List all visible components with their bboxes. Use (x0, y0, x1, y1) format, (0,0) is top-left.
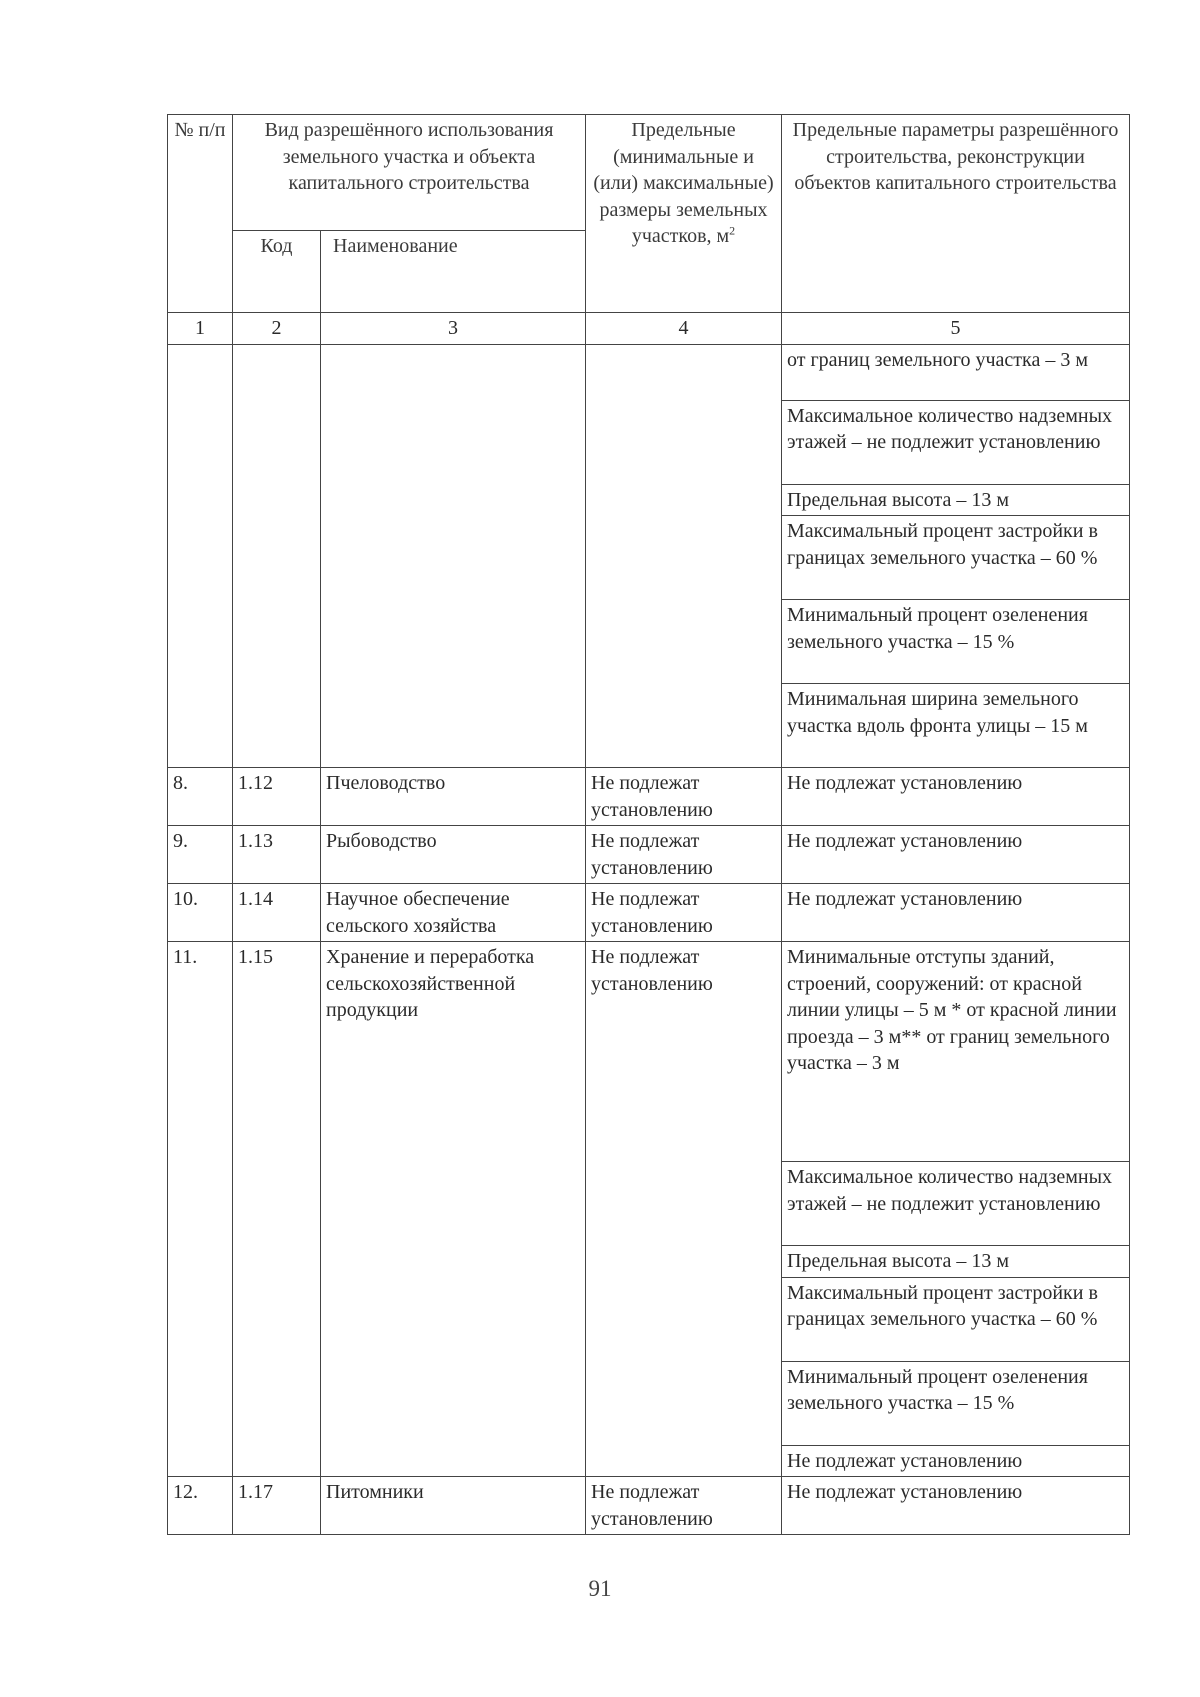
header-kod: Код (233, 231, 321, 313)
param-cell: Минимальная ширина земельного участка вдоль фронта улицы – 15 м (782, 684, 1130, 768)
col-number: 5 (782, 313, 1130, 345)
table-row (168, 768, 1130, 826)
page-number: 91 (588, 1576, 612, 1601)
row-name: Хранение и переработка сельскохозяйственной продукции (321, 942, 586, 1477)
col-number: 3 (321, 313, 586, 345)
row-num: 9. (168, 826, 233, 884)
table-row (168, 884, 1130, 942)
row-param: Не подлежат установлению (782, 768, 1130, 826)
row-name: Питомники (321, 1477, 586, 1535)
row-param: Не подлежат установлению (782, 826, 1130, 884)
row-num: 10. (168, 884, 233, 942)
row-name: Научное обеспечение сельского хозяйства (321, 884, 586, 942)
param-cell: от границ земельного участка – 3 м (782, 344, 1130, 400)
table-cell (321, 344, 586, 768)
param-cell: Максимальный процент застройки в границах земельного участка – 60 % (782, 1277, 1130, 1361)
row-code: 1.14 (233, 884, 321, 942)
row-size: Не подлежат установлению (586, 942, 782, 1477)
header-num: № п/п (168, 115, 233, 313)
table-row (168, 942, 1130, 1162)
col-number: 2 (233, 313, 321, 345)
row-code: 1.12 (233, 768, 321, 826)
param-cell: Максимальное количество надземных этажей – не подлежит установлению (782, 1162, 1130, 1246)
param-cell: Минимальный процент озеленения земельного участка – 15 % (782, 1361, 1130, 1445)
row-num: 8. (168, 768, 233, 826)
header-vid: Вид разрешённого использования земельного участка и объекта капитального строительства (233, 115, 586, 231)
param-cell: Предельная высота – 13 м (782, 1246, 1130, 1278)
header-razmery: Предельные (минимальные и (или) максимальные) размеры земельных участков, $м^2$ (586, 115, 782, 313)
param-cell: Минимальный процент озеленения земельного участка – 15 % (782, 600, 1130, 684)
table-row (168, 826, 1130, 884)
row-size: Не подлежат установлению (586, 1477, 782, 1535)
header-naim: Наименование (321, 231, 586, 313)
table-cell (168, 344, 233, 768)
param-cell: Не подлежат установлению (782, 1445, 1130, 1477)
row-code: 1.17 (233, 1477, 321, 1535)
row-code: 1.13 (233, 826, 321, 884)
row-param: Не подлежат установлению (782, 884, 1130, 942)
table-cell (233, 344, 321, 768)
col-number: 1 (168, 313, 233, 345)
table-cell (586, 344, 782, 768)
param-cell: Минимальные отступы зданий, строений, сооружений: от красной линии улицы – 5 м * от красной линии проезда – 3 м** от границ земельного участка – 3 м (782, 942, 1130, 1162)
row-name: Пчеловодство (321, 768, 586, 826)
col-number: 4 (586, 313, 782, 345)
header-params: Предельные параметры разрешённого строительства, реконструкции объектов капитального строительства (782, 115, 1130, 313)
row-size: Не подлежат установлению (586, 884, 782, 942)
param-cell: Максимальное количество надземных этажей – не подлежит установлению (782, 400, 1130, 484)
row-size: Не подлежат установлению (586, 826, 782, 884)
row-size: Не подлежат установлению (586, 768, 782, 826)
table-row (168, 1477, 1130, 1535)
row-code: 1.15 (233, 942, 321, 1477)
param-cell: Предельная высота – 13 м (782, 484, 1130, 516)
param-cell: Максимальный процент застройки в границах земельного участка – 60 % (782, 516, 1130, 600)
zoning-table (167, 114, 1130, 1535)
row-name: Рыбоводство (321, 826, 586, 884)
row-num: 11. (168, 942, 233, 1477)
row-num: 12. (168, 1477, 233, 1535)
row-param: Не подлежат установлению (782, 1477, 1130, 1535)
